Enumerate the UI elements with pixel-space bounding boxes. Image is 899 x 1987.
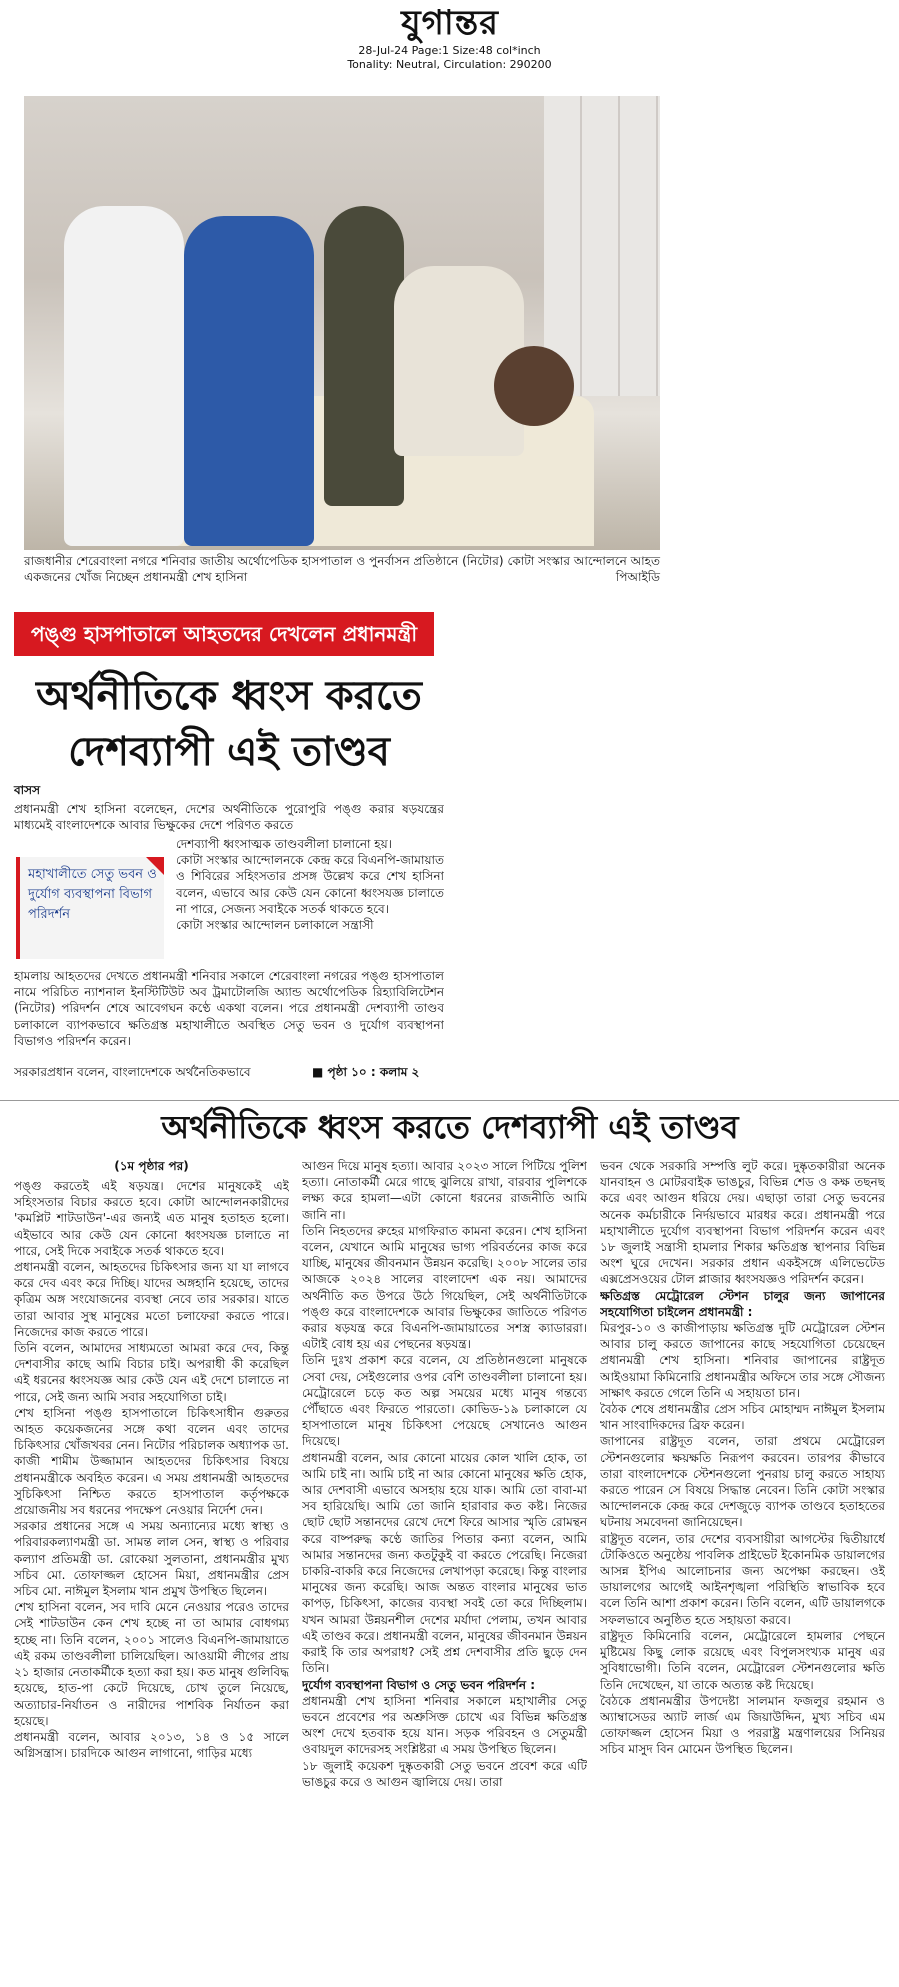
article-side-text-1: দেশব্যাপী ধ্বংসাত্মক তাণ্ডবলীলা চালানো হয়।: [176, 837, 392, 851]
continuation-column-2: [302, 1158, 587, 1984]
photo-credit: পিআইডি: [615, 570, 660, 584]
news-photo: [24, 96, 660, 550]
byline: বাসস: [14, 783, 41, 797]
article-last-line: সরকারপ্রধান বলেন, বাংলাদেশকে অর্থনৈতিকভাবে: [14, 1065, 251, 1079]
photo-caption: [24, 553, 660, 585]
column-2-after: প্রধানমন্ত্রী শেখ হাসিনা শনিবার সকালে মহাখালীর সেতু ভবনে প্রবেশের পর অশ্রুসিক্ত চোখে এর বিভিন্ন ক্ষতিগ্রস্ত অংশ দেখে হতবাক হয়ে যান। সড়ক পরিবহন ও সেতুমন্ত্রী ওবায়দুল কাদেরসহ সংশ্লিষ্টরা এ সময় উপস্থিত ছিলেন। ১৮ জুলাই কয়েকশ দুষ্কৃতকারী সেতু ভবনে প্রবেশ করে এটি ভাঙচুর করে ও আগুন জ্বালিয়ে দেয়। তারা: [302, 1693, 587, 1789]
continuation-column-3: [600, 1158, 885, 1984]
column-3-text: ভবন থেকে সরকারি সম্পত্তি লুট করে। দুষ্কৃতকারীরা অনেক যানবাহন ও মোটরবাইক ভাঙচুর, বিভিন্ন শেড ও কক্ষ তছনছ করে এবং আগুন ধরিয়ে দেয়। এছাড়া তারা সেতু ভবনের অনেক কর্মচারীকে নির্দয়ভাবে মারধর করে। প্রধানমন্ত্রী পরে মহাখালীতে দুর্যোগ ব্যবস্থাপনা বিভাগ পরিদর্শন করেন এবং ১৮ জুলাই সন্ত্রাসী হামলার শিকার ক্ষতিগ্রস্ত স্থাপনার বিভিন্ন অংশ ঘুরে দেখেন। সরকার প্রধান একইসঙ্গে এলিভেটেড এক্সপ্রেসওয়ের টোল প্লাজার ধ্বংসযজ্ঞও পরিদর্শন করেন।: [600, 1159, 885, 1287]
headline-line-1: অর্থনীতিকে ধ্বংস করতে: [36, 672, 422, 719]
article-side-text-2: কোটা সংস্কার আন্দোলনকে কেন্দ্র করে বিএনপি-জামায়াত ও শিবিরের সহিংসতার প্রসঙ্গ উল্লেখ করে শেখ হাসিনা বলেন, এভাবে আর কেউ যেন কোনো ধ্বংসযজ্ঞ চালাতে না পারে, সেজন্য সবাইকে সতর্ক থাকতে হবে।: [176, 853, 444, 916]
column-2-text: আগুন দিয়ে মানুষ হত্যা। আবার ২০২৩ সালে পিটিয়ে পুলিশ হত্যা। নোতাকর্মী মেরে গাছে ঝুলিয়ে রাখা, বারবার পুলিশকে লক্ষ্য করে হামলা—এটা কোনো ধরনের রাজনীতি আমি জানি না। তিনি নিহতদের রুহের মাগফিরাত কামনা করেন। শেখ হাসিনা বলেন, যেখানে আমি মানুষের ভাগ্য পরিবর্তনের কাজ করে যাচ্ছি, মানুষের জীবনমান উন্নয়ন করেছি। ২০০৮ সালের তার আজকে ২০২৪ সালের বাংলাদেশ এক নয়। আমাদের অর্থনীতি কত উপরে উঠে গিয়েছিল, সেই অর্থনীতিটাকে পঙ্গু করে বাংলাদেশকে আবার ভিক্ষুকের জাতিতে পরিণত করার ষড়যন্ত্র করে বিএনপি-জামায়াতের সশস্ত্র ক্যাডাররা। এটাই বোধ হয় এর পেছনের ষড়যন্ত্র। তিনি দুঃখ প্রকাশ করে বলেন, যে প্রতিষ্ঠানগুলো মানুষকে সেবা দেয়, সেইগুলোর ওপর বেশি তাণ্ডবলীলা চালানো হয়। মেট্রোরেলে চড়ে কত অল্প সময়ের মধ্যে মানুষ গন্তব্যে পৌঁছাতে এবং ফিরতে পারতো। কোভিড-১৯ চলাকালে যে হাসপাতালে মানুষ চিকিৎসা পেয়েছে সেখানেও আগুন দিয়েছে। প্রধানমন্ত্রী বলেন, আর কোনো মায়ের কোল খালি হোক, তা আমি চাই না। আমি চাই না আর কোনো মানুষের ক্ষতি হোক, আর দেশবাসী এভাবে অসহায় হয়ে যাক। আমি তো বাবা-মা সব হারিয়েছি। আমি তো জানি হারাবার কত কষ্ট। নিজের ছোট ছোট সন্তানদের রেখে দেশে ফিরে আসার স্মৃতি রোমন্থন করে বাষ্পরুদ্ধ কণ্ঠে জাতির পিতার কন্যা বলেন, আমি আমার সন্তানদের জন্য কতটুকুই বা করতে পেরেছি। নিজেরা চাকরি-বাকরি করে নিজেদের লেখাপড়া করেছে। কিন্তু বাংলার মানুষের জন্য করেছি। আজ অন্তত বাংলার মানুষের ভাত কাপড়, চিকিৎসা, কাজের ব্যবস্থা সবই তো করে দিচ্ছিলাম। যখন আমরা উন্নয়নশীল দেশের মর্যাদা পেলাম, তখন আবার এই তাণ্ডব করে। প্রধানমন্ত্রী বলেন, মানুষের জীবনমান উন্নয়ন করাই কি তার অপরাধ? সেই প্রশ্ন দেশবাসীর প্রতি ছুড়ে দেন তিনি।: [302, 1159, 587, 1676]
continuation-from-page: (১ম পৃষ্ঠার পর): [114, 1159, 189, 1173]
article-body: হামলায় আহতদের দেখতে প্রধানমন্ত্রী শনিবার সকালে শেরেবাংলা নগরের পঙ্গু হাসপাতাল নামে পরিচিত ন্যাশনাল ইনস্টিটিউট অব ট্রমাটোলজি অ্যান্ড অর্থোপেডিক রিহ্যাবিলিটেশন (নিটোর) পরিদর্শন শেষে আবেগঘন কণ্ঠে একথা বলেন। পরে প্রধানমন্ত্রী দেশব্যাপী তাণ্ডব চলাকালে ব্যাপকভাবে ক্ষতিগ্রস্ত মহাখালীতে অবস্থিত সেতু ভবন ও দুর্যোগ ব্যবস্থাপনা বিভাগও পরিদর্শন করেন।: [14, 969, 444, 1048]
column-3-subhead: ক্ষতিগ্রস্ত মেট্রোরেল স্টেশন চালুর জন্য জাপানের সহযোগিতা চাইলেন প্রধানমন্ত্রী :: [600, 1288, 885, 1319]
article-side-text: [176, 836, 444, 966]
column-1-text: পঙ্গু করতেই এই ষড়যন্ত্র। দেশের মানুষকেই এই সহিংসতার বিচার করতে হবে। কোটা আন্দোলনকারীদের 'কমপ্লিট শাটডাউন'-এর জন্যই এত মানুষ হতাহত হলো। এইভাবে আর কেউ যেন কোনো ধ্বংসযজ্ঞ চালাতে না পারে, সেই দিকে সবাইকে সতর্ক থাকতে হবে। প্রধানমন্ত্রী বলেন, আহতদের চিকিৎসার জন্য যা যা লাগবে করে দেব এবং করে দিচ্ছি। যাদের অঙ্গহানি হয়েছে, তাদের কৃত্রিম অঙ্গ সংযোজনের ব্যবস্থা নেবে তার সরকার। যাতে তারা আবার সুস্থ মানুষের মতো চলাফেরা করতে পারে। নিজেদের কাজ করতে পারে। তিনি বলেন, আমাদের সাধ্যমতো আমরা করে দেব, কিন্তু দেশবাসীর কাছে আমি বিচার চাই। অপরাধী কী করেছিল এই ধরনের ধ্বংসযজ্ঞ আর কেউ যেন এই দেশে চালাতে না পারে, সেই জন্য আমি সবার সহযোগিতা চাই। শেখ হাসিনা পঙ্গু হাসপাতালে চিকিৎসাধীন গুরুতর আহত কয়েকজনের সঙ্গে কথা বলেন এবং তাদের চিকিৎসার খোঁজখবর নেন। নিটোর পরিচালক অধ্যাপক ডা. কাজী শামীম উজ্জামান আহতদের চিকিৎসার বিষয়ে প্রধানমন্ত্রীকে অবহিত করেন। এ সময় প্রধানমন্ত্রী আহতদের সুচিকিৎসা নিশ্চিত করতে হাসপাতাল কর্তৃপক্ষকে প্রয়োজনীয় সব ধরনের পদক্ষেপ নেওয়ার নির্দেশ দেন। সরকার প্রধানের সঙ্গে এ সময় অন্যান্যের মধ্যে স্বাস্থ্য ও পরিবারকল্যাণমন্ত্রী ডা. সামন্ত লাল সেন, স্বাস্থ্য ও পরিবার কল্যাণ প্রতিমন্ত্রী ডা. রোকেয়া সুলতানা, প্রধানমন্ত্রীর মুখ্য সচিব মো. তোফাজ্জল হোসেন মিয়া, প্রধানমন্ত্রীর প্রেস সচিব মো. নাঈমুল ইসলাম খান প্রমুখ উপস্থিত ছিলেন। শেখ হাসিনা বলেন, সব দাবি মেনে নেওয়ার পরেও তাদের সেই শাটডাউন কেন শেখ হচ্ছে না তা আমার বোধগম্য হচ্ছে না। তিনি বলেন, ২০০১ সালেও বিএনপি-জামায়াতে এই রকম তাণ্ডবলীলা চালিয়েছিল। আওয়ামী লীগের প্রায় ২১ হাজার নেতাকর্মীকে হত্যা করা হয়। কত মানুষ গুলিবিদ্ধ হয়েছে, হাত-পা কেটে দিয়েছে, চোখ তুলে নিয়েছে, অত্যাচার-নির্যাতন ও নারীদের পাশবিক নির্যাতন করা হয়েছে। প্রধানমন্ত্রী বলেন, আবার ২০১৩, ১৪ ও ১৫ সালে অগ্নিসন্ত্রাস। চারদিকে আগুন লাগানো, গাড়ির মধ্যে: [14, 1179, 289, 1761]
page-divider: [0, 1100, 899, 1101]
article-lead: প্রধানমন্ত্রী শেখ হাসিনা বলেছেন, দেশের অর্থনীতিকে পুরোপুরি পঙ্গু করার ষড়যন্ত্রের মাধ্যমেই বাংলাদেশকে আবার ভিক্ষুকের দেশে পরিণত করতে: [14, 802, 444, 833]
continuation-headline: অর্থনীতিকে ধ্বংস করতে দেশব্যাপী এই তাণ্ডব: [161, 1108, 739, 1146]
article-headline: [14, 668, 444, 780]
article-kicker: পঙ্গু হাসপাতালে আহতদের দেখলেন প্রধানমন্ত্রী: [14, 612, 434, 656]
continuation-column-1: [14, 1158, 289, 1984]
article-side-text-3: কোটা সংস্কার আন্দোলন চলাকালে সন্ত্রাসী: [176, 918, 374, 933]
sidebar-highlight-text: মহাখালীতে সেতু ভবন ও দুর্যোগ ব্যবস্থাপনা বিভাগ পরিদর্শন: [28, 867, 157, 922]
headline-line-2: দেশব্যাপী এই তাণ্ডব: [68, 728, 390, 775]
sidebar-highlight-box: [16, 857, 164, 959]
jump-reference: ■ পৃষ্ঠা ১০ : কলাম ২: [312, 1065, 420, 1079]
clipping-meta-line-1: 28-Jul-24 Page:1 Size:48 col*inch: [358, 44, 541, 57]
column-2-subhead: দুর্যোগ ব্যবস্থাপনা বিভাগ ও সেতু ভবন পরিদর্শন :: [302, 1677, 536, 1692]
clipping-meta-line-2: Tonality: Neutral, Circulation: 290200: [347, 58, 552, 71]
photo-caption-text: রাজধানীর শেরেবাংলা নগরে শনিবার জাতীয় অর্থোপেডিক হাসপাতাল ও পুনর্বাসন প্রতিষ্ঠানে (নিটোর) কোটা সংস্কার আন্দোলনে আহত একজনের খোঁজ নিচ্ছেন প্রধানমন্ত্রী শেখ হাসিনা: [24, 554, 660, 584]
column-3-after: মিরপুর-১০ ও কাজীপাড়ায় ক্ষতিগ্রস্ত দুটি মেট্রোরেল স্টেশন আবার চালু করতে জাপানের কাছে সহযোগিতা চেয়েছেন প্রধানমন্ত্রী শেখ হাসিনা। শনিবার জাপানের রাষ্ট্রদূত আইওয়ামা কিমিনোরি প্রধানমন্ত্রীর অফিসে তার সঙ্গে সৌজন্য সাক্ষাৎ করতে গেলে তিনি এ সহায়তা চান। বৈঠক শেষে প্রধানমন্ত্রীর প্রেস সচিব মোহাম্মদ নাঈমুল ইসলাম খান সাংবাদিকদের ব্রিফ করেন। জাপানের রাষ্ট্রদূত বলেন, তারা প্রথমে মেট্রোরেল স্টেশনগুলোর ক্ষয়ক্ষতি নিরূপণ করবেন। তারপর কীভাবে তারা বাংলাদেশকে স্টেশনগুলো পুনরায় চালু করতে সাহায্য করতে পারেন সে বিষয়ে সিদ্ধান্ত নেবেন। তিনি কোটা সংস্কার আন্দোলনকে কেন্দ্র করে দেশজুড়ে ব্যাপক তাণ্ডবে হতাহতের ঘটনায় সমবেদনা জানিয়েছেন। রাষ্ট্রদূত বলেন, তার দেশের ব্যবসায়ীরা আগস্টের দ্বিতীয়ার্ধে টোকিওতে অনুষ্ঠেয় পাবলিক প্রাইভেট ইকোনমিক ডায়ালগের আসন্ন ইপিএ আলোচনার জন্য অপেক্ষা করছেন। ওই ডায়ালগের আগেই আইনশৃঙ্খলা পরিস্থিতি স্বাভাবিক হবে বলে তিনি আশা প্রকাশ করেন। তিনি বলেন, এটি ডায়ালগকে সফলভাবে অনুষ্ঠিত হতে সহায়তা করবে। রাষ্ট্রদূত কিমিনোরি বলেন, মেট্রোরেলে হামলার পেছনে মুষ্টিমেয় কিছু লোক রয়েছে এবং বিপুলসংখ্যক মানুষ এর সুবিধাভোগী। তিনি বলেন, মেট্রোরেল স্টেশনগুলোর ক্ষতি তিনি দেখেছেন, যা তাকে অত্যন্ত কষ্ট দিয়েছে। বৈঠকে প্রধানমন্ত্রীর উপদেষ্টা সালমান ফজলুর রহমান ও অ্যাম্বাসেডর অ্যাট লার্জ এম জিয়াউদ্দিন, মুখ্য সচিব এম তোফাজ্জল হোসেন মিয়া ও পররাষ্ট্র মন্ত্রণালয়ের সিনিয়র সচিব মাসুদ বিন মোমেন উপস্থিত ছিলেন।: [600, 1321, 885, 1757]
newspaper-logo: যুগান্তর: [401, 3, 499, 43]
